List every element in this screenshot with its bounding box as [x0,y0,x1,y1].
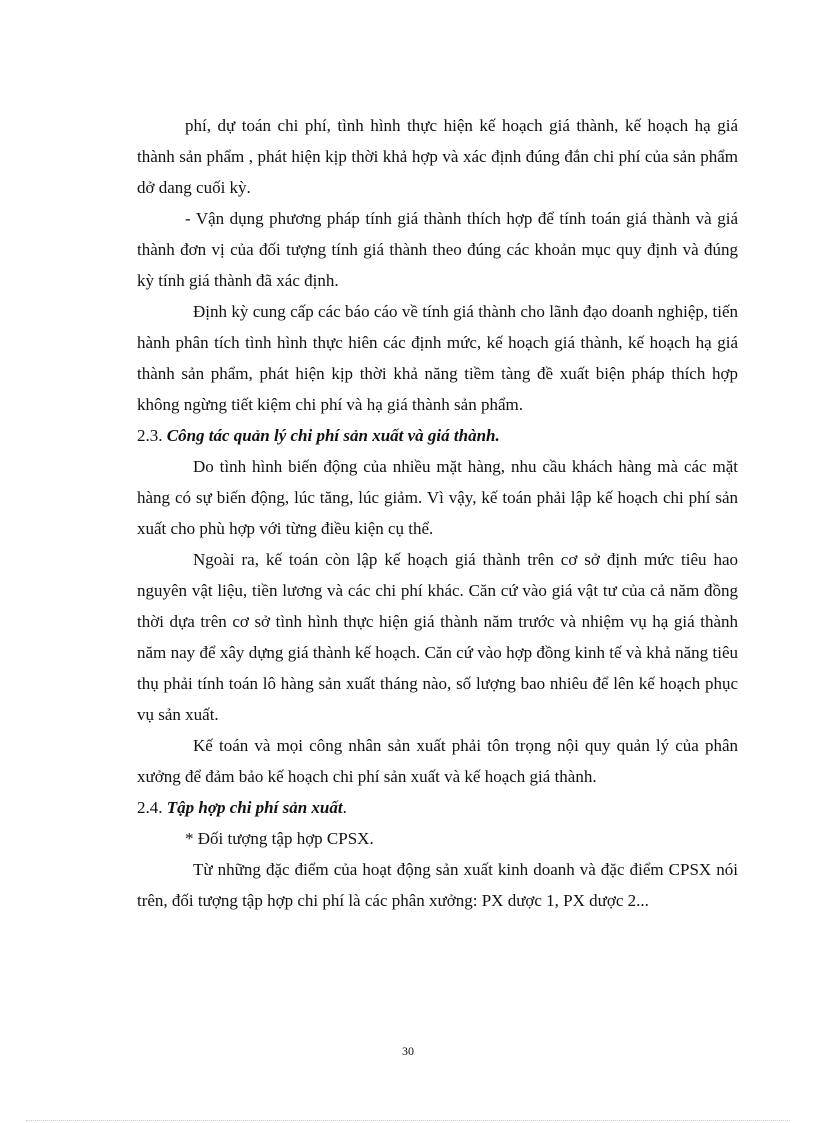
paragraph-cost-object-detail: Từ những đặc điểm của hoạt động sản xuất kinh doanh và đặc điểm CPSX nói trên, đối tượng tập hợp chi phí là các phân xưởng: PX dược 1, PX dược 2... [137,860,738,910]
paragraph-workshop-rules: Kế toán và mọi công nhân sản xuất phải tôn trọng nội quy quản lý của phân xưởng để đảm bảo kế hoạch chi phí sản xuất và kế hoạch giá thành. [137,736,738,786]
page-bottom-divider [26,1120,790,1121]
page-body [137,110,738,916]
section-heading-2-3 [137,420,738,451]
paragraph-apply-method: - Vận dụng phương pháp tính giá thành thích hợp để tính toán giá thành và giá thành đơn vị của đối tượng tính giá thành theo đúng các khoản mục quy định và đúng kỳ tính giá thành đã xác định. [137,209,738,290]
section-number: 2.4. [137,798,163,817]
section-title: Công tác quản lý chi phí sản xuất và giá thành. [166,426,500,445]
paragraph-cost-object-label: * Đối tượng tập hợp CPSX. [185,829,374,848]
paragraph-market-fluctuation: Do tình hình biến động của nhiều mặt hàng, nhu cầu khách hàng mà các mặt hàng có sự biến động, lúc tăng, lúc giảm. Vì vậy, kế toán phải lập kế hoạch chi phí sản xuất cho phù hợp với từng điều kiện cụ thể. [137,457,738,538]
paragraph-cost-planning: Ngoài ra, kế toán còn lập kế hoạch giá thành trên cơ sở định mức tiêu hao nguyên vật liệu, tiền lương và các chi phí khác. Căn cứ vào giá vật tư của cả năm đồng thời dựa trên cơ sở tình hình thực hiện giá thành năm trước và nhiệm vụ hạ giá thành năm nay để xây dựng giá thành kế hoạch. Căn cứ vào hợp đồng kinh tế và khả năng tiêu thụ phải tính toán lô hàng sản xuất tháng nào, số lượng bao nhiêu để lên kế hoạch phục vụ sản xuất. [137,550,738,724]
section-title: Tập hợp chi phí sản xuất [166,798,343,817]
section-number: 2.3. [137,426,163,445]
section-title-period: . [342,798,347,817]
page-number: 30 [402,1044,414,1058]
paragraph-periodic-reports: Định kỳ cung cấp các báo cáo về tính giá thành cho lãnh đạo doanh nghiệp, tiến hành phân tích tình hình thực hiên các định mức, kế hoạch giá thành, kế hoạch hạ giá thành sản phẩm, phát hiện kịp thời khả năng tiềm tàng đề xuất biện pháp thích hợp không ngừng tiết kiệm chi phí và hạ giá thành sản phẩm. [137,302,738,414]
paragraph-cost-estimate: phí, dự toán chi phí, tình hình thực hiện kế hoạch giá thành, kế hoạch hạ giá thành sản phẩm , phát hiện kịp thời khả hợp và xác định đúng đắn chi phí của sản phẩm dở dang cuối kỳ. [137,116,738,197]
section-heading-2-4 [137,792,738,823]
